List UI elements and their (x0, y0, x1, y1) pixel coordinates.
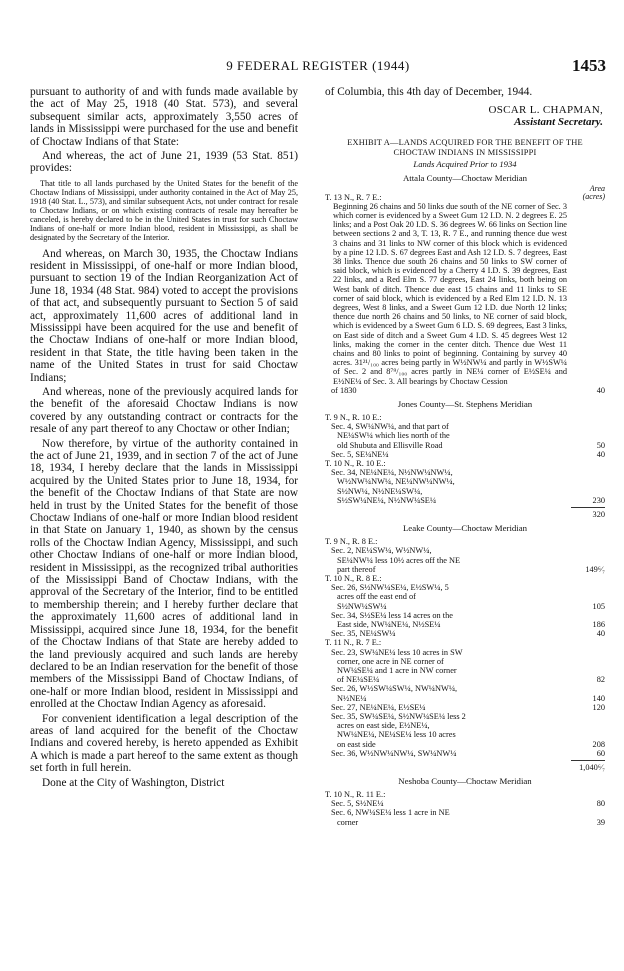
table-row (325, 537, 605, 546)
jones-table (325, 413, 605, 505)
table-row (325, 721, 605, 730)
row-text: NW¼NE¼, NE¼SE¼ less 10 acres (337, 730, 456, 740)
row-text: T. 11 N., R. 7 E.: (325, 638, 382, 648)
land-description: Beginning 26 chains and 50 links due south of the NE corner of Sec. 3 which corner is evidenced by a Sweet Gum 12 I.D. N. 2 degrees E. 25 links; and a Post Oak 20 I.D. S. 36 degrees W. 66 links on Section line between sections 2 and 3, T. 13, R. 7 E., and running thence due west 3 chains and 31 links to NW corner of this block which is evidenced by a pine 12 I.D. S. 67 degrees East and Ash 12 I.D. S. 7 degrees, East 38 links. Thence due south 26 chains and 50 links to SW corner of said block, which is evidenced by a Cherry 4 I.D. S. 39 degrees, East 22 links, and a Red Elm S. 77 degrees, East 24 links, both being on West bank of ditch. Thence due east 15 chains and 11 links to SE corner of said block, which is evidenced by a Red Elm 12 I.D. N. 13 degrees, West 8 links, and a Sweet Gum 12 I.D. due North 12 links; thence due north 26 chains and 50 links, to NE corner of said block, which is evidenced by a Sweet Gum 6 I.D. S. 69 degrees, East 3 links, on East side of ditch and a Sweet Gum 4 I.D. S. 45 degrees West 12 links, making the corner in the center ditch. Thence due West 11 chains and 80 links to point of beginning. Containing by survey 40 acres. 31²¹/₁₀₀ acres being partly in W½NW¼ and partly in W½SW¼ of Sec. 2 and 8⁷⁹/₁₀₀ acres partly in NE¼ corner of E½SE¼ and E½NE¼ of Sec. 3. All bearings by Choctaw Cession (333, 201, 567, 386)
area-column-header (583, 185, 605, 201)
paragraph: For convenient identification a legal description of the areas of land acquired for the benefit of the Choctaw Indians and covered hereby, is hereto appended as Exhibit A which is made a part hereof to the same extent as though set forth in full herein. (30, 712, 298, 775)
paragraph: And whereas, none of the previously acquired lands for the benefit of the aforesaid Choctaw Indians is now covered by any outstanding contract or contracts for the resale of any part thereof to any Choctaw or other Indian; (30, 385, 298, 436)
table-row (325, 740, 605, 749)
table-row (325, 468, 605, 477)
table-row (325, 386, 605, 395)
county-heading: Attala County—Choctaw Meridian (402, 172, 528, 183)
row-text: Sec. 2, NE¼SW¼, W½NW¼, (331, 546, 432, 556)
table-row (325, 441, 605, 450)
row-text: part thereof (337, 564, 376, 574)
row-text: East side, NW¼NE¼, N½SE¼ (337, 619, 441, 629)
table-row (325, 657, 605, 666)
right-column (325, 86, 605, 827)
row-text: S½SW¼NE¼, N½NW¼SE¼ (337, 495, 437, 505)
total-value: 320 (571, 507, 605, 519)
table-row (325, 450, 605, 459)
table-row (325, 574, 605, 583)
row-text: Sec. 35, SW¼SE¼, S½NW¼SE¼ less 2 (331, 711, 466, 721)
paragraph: Now therefore, by virtue of the authority contained in the act of June 21, 1939, and in section 7 of the act of June 18, 1934, I hereby declare that the lands in Mississippi acquired by the United States prior to June 18, 1934, for the benefit of the Choctaw Indians of that State are now held in trust by the United States for the benefit of those Choctaw Indians of one-half or more Indian blood resident in that State on January 1, 1940, as shown by the census rolls of the Choctaw Indian Agency, Mississippi, and such other Choctaw Indians of one-half or more Indian blood, resident in Mississippi, as the recognized tribal authorities of the Mississippi Band of Choctaw Indians, with the approval of the Secretary of the Interior, find to be entitled to membership therein; and I hereby further declare that the approximately 11,600 acres of additional land in Mississippi, acquired since June 18, 1934, for the benefit of the Choctaw Indians of that State are hereby added to the land previously acquired and such lands are hereby declared to be an Indian reservation for the benefit of those members of the Mississippi Band of Choctaw Indians, of one-half or more Indian blood, resident in Mississippi and enrolled at the Choctaw Indian Agency as aforesaid. (30, 437, 298, 711)
row-area: 230 (592, 495, 605, 505)
row-area: 40 (596, 629, 605, 639)
row-text: Sec. 34, NE¼NE¼, N½NW¼NW¼, (331, 468, 453, 478)
table-row (325, 799, 605, 808)
table-row (325, 611, 605, 620)
row-text: of 1830 (331, 385, 357, 395)
row-area: 105 (592, 601, 605, 611)
table-row (325, 592, 605, 601)
signatory-name: OSCAR L. CHAPMAN, (488, 104, 603, 117)
paragraph: pursuant to authority of and with funds made available by the act of May 25, 1918 (40 Stat. 573), and several subsequent similar acts, approximately 3,550 acres of lands in Mississippi were purchased for the use and benefit of Choctaw Indians of that State: (30, 86, 298, 148)
row-text: Sec. 23, SW¼NE¼ less 10 acres in SW (331, 647, 463, 657)
row-text: Sec. 26, S½NW¼SE¼, E½SW¼, 5 (331, 583, 449, 593)
neshoba-table (325, 790, 605, 827)
exhibit-subheading: Lands Acquired Prior to 1934 (413, 158, 517, 169)
county-heading: Jones County—St. Stephens Meridian (397, 399, 533, 410)
row-area: 40 (596, 449, 605, 459)
table-row (325, 666, 605, 675)
table-row (325, 496, 605, 505)
township-range: T. 13 N., R. 7 E.: (325, 192, 382, 202)
row-text: N½NE¼ (337, 693, 367, 703)
row-area: 40 (596, 385, 605, 395)
table-row (325, 459, 605, 468)
table-row (325, 620, 605, 629)
row-text: acres off the east end of (337, 592, 416, 602)
total-value: 1,040⁶⁄₇ (571, 760, 605, 772)
county-heading: Leake County—Choctaw Meridian (402, 523, 528, 534)
row-text: Sec. 34, S½SE¼ less 14 acres on the (331, 610, 453, 620)
left-column (30, 86, 298, 791)
row-area: 50 (596, 440, 605, 450)
page-number: 1453 (572, 56, 606, 75)
row-text: T. 10 N., R. 11 E.: (325, 789, 386, 799)
county-total (325, 507, 605, 519)
row-text: SE¼NW¼ less 10½ acres off the NE (337, 555, 461, 565)
block-quote: That title to all lands purchased by the United States for the benefit of the Choctaw Indians of Mississippi, under authority contained in the Act of May 25, 1918 (40 Stat. L., 573), and similar subsequent Acts, not under contract for resale to Choctaw Indians, or on which existing contracts of resale may hereafter be canceled, is hereby declared to be in the United States in trust for such Choctaw Indians of one-half or more Indian blood, resident in Mississippi, as shall be designated by the Secretary of the Interior. (30, 178, 298, 243)
exhibit-heading: EXHIBIT A—LANDS ACQUIRED FOR THE BENEFIT OF THE CHOCTAW INDIANS IN MISSISSIPPI (347, 138, 583, 157)
row-text: Sec. 4, SW¼NW¼, and that part of (331, 422, 449, 432)
row-text: S½NW¼SW¼ (337, 601, 387, 611)
row-area: 140 (592, 693, 605, 703)
row-text: T. 10 N., R. 8 E.: (325, 573, 382, 583)
row-text: Sec. 35, NE¼SW¼ (331, 629, 396, 639)
paragraph: Done at the City of Washington, District (42, 776, 225, 789)
publication-title: 9 FEDERAL REGISTER (1944) (226, 58, 410, 73)
row-text: corner, one acre in NE corner of (337, 656, 444, 666)
table-row (325, 487, 605, 496)
row-text: NE¼SW¼ which lies north of the (337, 431, 450, 441)
table-row (325, 477, 605, 486)
row-text: of NE¼SE¼ (337, 675, 380, 685)
leake-table (325, 537, 605, 758)
paragraph: And whereas, the act of June 21, 1939 (53 Stat. 851) provides: (30, 150, 298, 175)
area-header-label: Area (589, 183, 605, 193)
table-row (325, 602, 605, 611)
table-row (325, 638, 605, 647)
table-row (325, 818, 605, 827)
table-row (325, 684, 605, 693)
table-row (325, 749, 605, 758)
attala-section (325, 183, 605, 395)
date-line: of Columbia, this 4th day of December, 1944. (325, 86, 533, 98)
row-text: T. 9 N., R. 10 E.: (325, 413, 382, 423)
table-row (325, 629, 605, 638)
row-area: 186 (592, 619, 605, 629)
county-total (325, 760, 605, 772)
row-text: Sec. 5, S½NE¼ (331, 799, 384, 809)
table-row (325, 422, 605, 431)
row-text: Sec. 6, NW¼SE¼ less 1 acre in NE (331, 808, 450, 818)
table-row (325, 583, 605, 592)
page-header (30, 56, 606, 78)
row-text: old Shubuta and Ellisville Road (337, 440, 443, 450)
table-row (325, 565, 605, 574)
area-header-unit: (acres) (582, 191, 605, 201)
table-row (325, 712, 605, 721)
table-row (325, 675, 605, 684)
signatory-title: Assistant Secretary. (514, 116, 603, 129)
table-row (325, 648, 605, 657)
row-text: T. 10 N., R. 10 E.: (325, 459, 386, 469)
table-row (325, 546, 605, 555)
row-text: on east side (337, 739, 376, 749)
row-text: S½NW¼, N½NE¼SW¼, (337, 486, 423, 496)
row-area: 208 (592, 739, 605, 749)
row-text: W½NW¼NW¼, NE¼NW¼NW¼, (337, 477, 455, 487)
row-area: 39 (596, 817, 605, 827)
row-text: corner (337, 817, 359, 827)
table-row (325, 808, 605, 817)
table-row (325, 790, 605, 799)
row-area: 120 (592, 702, 605, 712)
row-text: Sec. 26, W½SW¼SW¼, NW¼NW¼, (331, 684, 458, 694)
row-text: acres on east side, E½NE¼, (337, 721, 430, 731)
row-text: Sec. 27, NE¼NE¼, E½SE¼ (331, 702, 426, 712)
table-row (325, 183, 605, 202)
table-row (325, 694, 605, 703)
row-area: 60 (596, 748, 605, 758)
table-row (325, 431, 605, 440)
table-row (325, 413, 605, 422)
row-area: 80 (596, 799, 605, 809)
row-area: 149⁶⁄₇ (585, 564, 605, 574)
row-text: NW¼SE¼ and 1 acre in NW corner (337, 665, 457, 675)
table-row (325, 730, 605, 739)
row-text: Sec. 36, W½NW¼NW¼, SW¼NW¼ (331, 748, 457, 758)
table-row (325, 556, 605, 565)
table-row (325, 703, 605, 712)
row-text: T. 9 N., R. 8 E.: (325, 537, 378, 547)
row-area: 82 (596, 675, 605, 685)
row-text: Sec. 5, SE¼NE¼ (331, 449, 389, 459)
county-heading: Neshoba County—Choctaw Meridian (398, 775, 532, 786)
paragraph: And whereas, on March 30, 1935, the Choctaw Indians resident in Mississippi, of one-half or more Indian blood, pursuant to section 19 of the Indian Reorganization Act of June 18, 1934 (48 Stat. 984) voted to accept the provisions of that act, and subsequently pursuant to Section 5 of said act, approximately 11,600 acres of additional land in Mississippi have been acquired for the use and benefit of the Choctaw Indians of one-half or more Indian blood, resident in that State, the title having been taken in the name of the United States in trust for said Choctaw Indians; (30, 247, 298, 384)
